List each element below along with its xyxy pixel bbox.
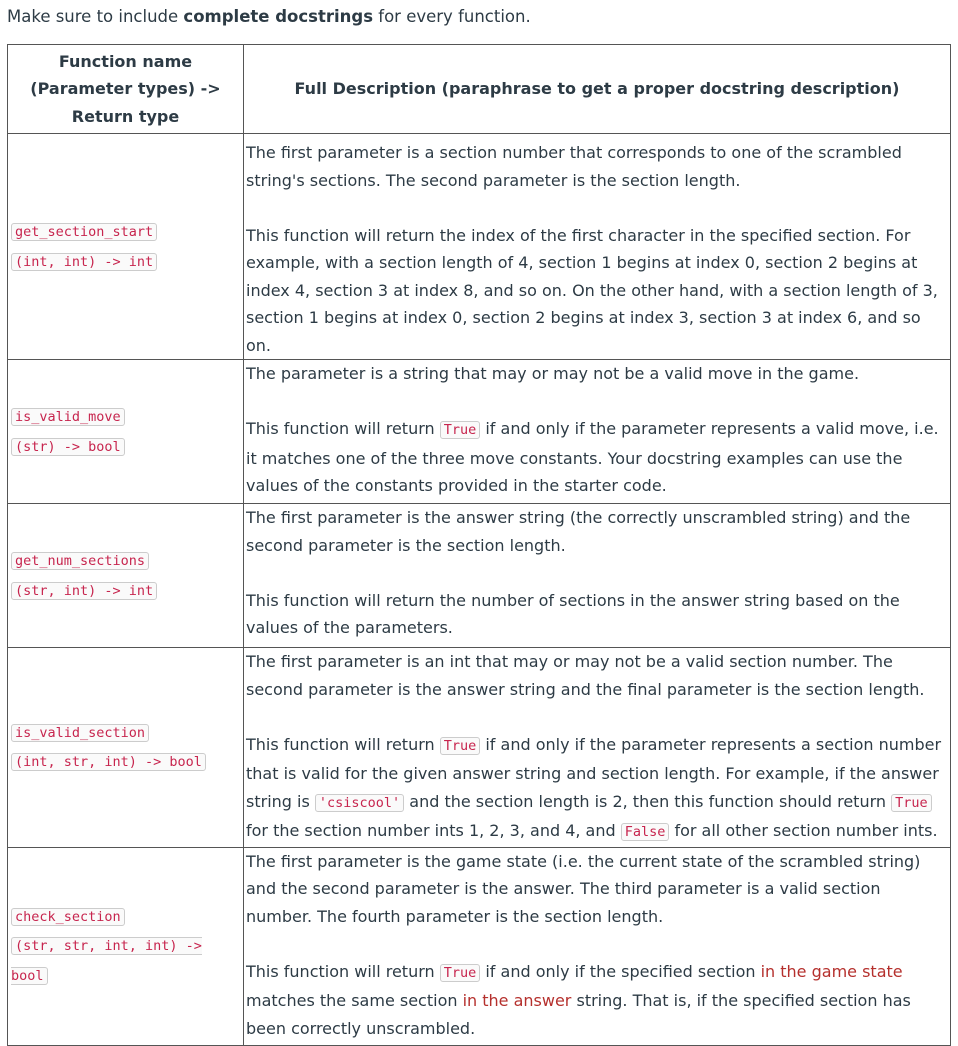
inline-code: True xyxy=(891,794,932,812)
inline-code: False xyxy=(621,823,670,841)
inline-code: True xyxy=(440,964,481,982)
function-cell xyxy=(8,648,244,848)
function-cell xyxy=(8,847,244,1045)
description-params: The first parameter is a section number that corresponds to one of the scrambled string's sections. The second parameter is the section length. xyxy=(246,143,902,190)
description-returns: This function will return True if and only if the parameter represents a section number that is valid for the given answer string and section length. For example, if the answer string is 'csiscool' and the section length is 2, then this function should return True for the section number ints 1, 2, 3, and 4, and False for all other section number ints. xyxy=(246,734,942,840)
description-params: The parameter is a string that may or may not be a valid move in the game. xyxy=(246,364,860,383)
description-cell xyxy=(244,648,951,848)
function-name-code: is_valid_move xyxy=(11,408,125,426)
function-table xyxy=(7,44,951,1046)
function-signature-code: (str) -> bool xyxy=(11,438,125,456)
description-cell xyxy=(244,504,951,648)
description-returns: This function will return True if and only if the specified section in the game state matches the same section in the answer string. That is, if the specified section has been correctly unscrambled. xyxy=(246,961,911,1038)
description-cell xyxy=(244,847,951,1045)
header-function-name: Function name (Parameter types) -> Return type xyxy=(8,45,244,134)
function-signature-code: (int, str, int) -> bool xyxy=(11,753,206,771)
description-returns: This function will return the number of sections in the answer string based on the values of the parameters. xyxy=(246,590,900,637)
description-params: The first parameter is the game state (i.e. the current state of the scrambled string) and the second parameter is the answer. The third parameter is a valid section number. The fourth parameter is the section length. xyxy=(246,851,921,926)
function-name-code: is_valid_section xyxy=(11,724,149,742)
table-row xyxy=(8,847,951,1045)
table-row xyxy=(8,360,951,504)
function-cell xyxy=(8,360,244,504)
function-signature-code: (str, int) -> int xyxy=(11,582,157,600)
header-full-description: Full Description (paraphrase to get a proper docstring description) xyxy=(244,45,951,134)
description-returns: This function will return the index of the first character in the specified section. For example, with a section length of 4, section 1 begins at index 0, section 2 begins at index 4, section 3 at index 8, and so on. On the other hand, with a section length of 3, section 1 begins at index 0, section 2 begins at index 3, section 3 at index 6, and so on. xyxy=(246,225,938,355)
description-returns: This function will return True if and only if the parameter represents a valid move, i.e. it matches one of the three move constants. Your docstring examples can use the values of the constants provided in the starter code. xyxy=(246,419,939,495)
function-name-code: get_section_start xyxy=(11,223,157,241)
highlight-text: in the game state xyxy=(760,961,903,981)
function-cell xyxy=(8,504,244,648)
inline-code: True xyxy=(440,421,481,439)
description-params: The first parameter is an int that may or may not be a valid section number. The second parameter is the answer string and the final parameter is the section length. xyxy=(246,652,925,699)
function-name-code: get_num_sections xyxy=(11,552,149,570)
table-row xyxy=(8,648,951,848)
function-cell xyxy=(8,134,244,360)
inline-code: 'csiscool' xyxy=(315,794,404,812)
function-signature-code: (int, int) -> int xyxy=(11,253,157,271)
function-name-code: check_section xyxy=(11,908,125,926)
intro-bold: complete docstrings xyxy=(183,7,374,26)
description-cell xyxy=(244,360,951,504)
description-params: The first parameter is the answer string (the correctly unscrambled string) and the second parameter is the section length. xyxy=(246,508,911,555)
table-row xyxy=(8,134,951,360)
description-cell xyxy=(244,134,951,360)
inline-code: True xyxy=(440,737,481,755)
table-header-row xyxy=(8,45,951,134)
table-row xyxy=(8,504,951,648)
intro-text: Make sure to include complete docstrings for every function. xyxy=(7,7,531,26)
function-signature-code: (str, str, int, int) -> bool xyxy=(11,938,202,984)
highlight-text: in the answer xyxy=(462,991,572,1010)
